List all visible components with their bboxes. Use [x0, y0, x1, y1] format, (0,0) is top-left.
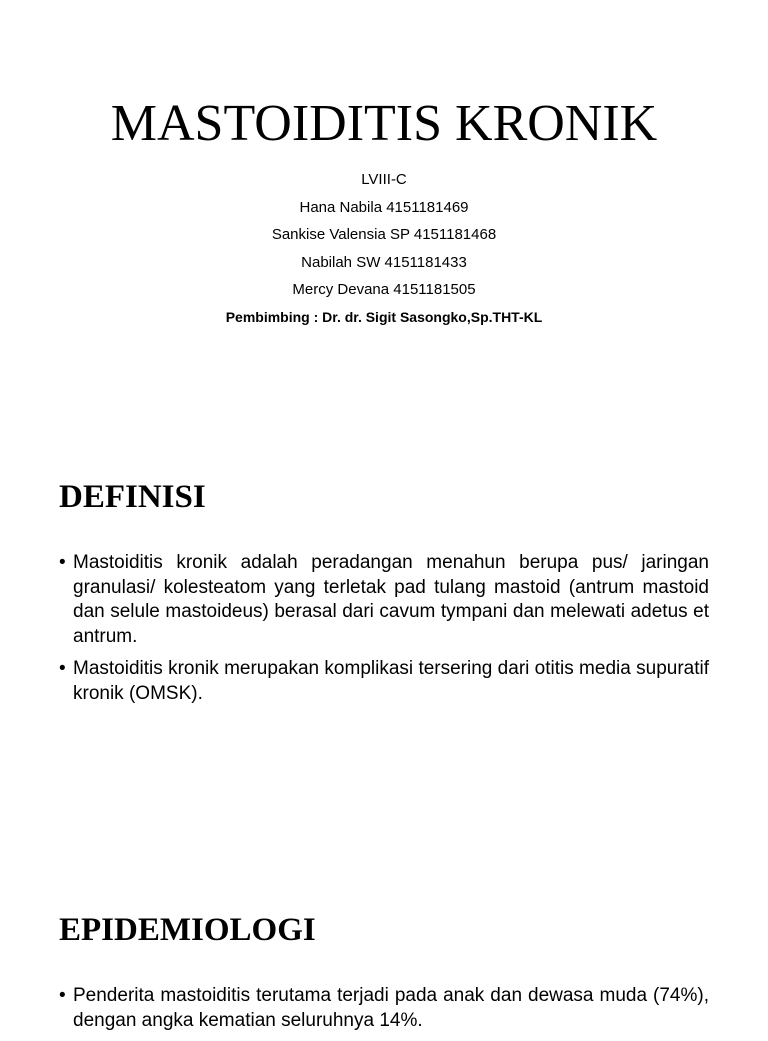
supervisor-label: Pembimbing : Dr. dr. Sigit Sasongko,Sp.THT-KL — [225, 308, 543, 325]
bullet-text: Penderita mastoiditis terutama terjadi pada anak dan dewasa muda (74%), dengan angka kematian seluruhnya 14%. — [73, 985, 709, 1031]
member-name: Mercy Devana 4151181505 — [292, 281, 476, 298]
member-name: Sankise Valensia SP 4151181468 — [271, 226, 497, 243]
bullet-item — [59, 984, 709, 1033]
group-label: LVIII-C — [361, 171, 407, 188]
title-slide — [0, 0, 768, 400]
section-heading: EPIDEMIOLOGI — [59, 912, 316, 948]
bullet-text: Mastoiditis kronik merupakan komplikasi tersering dari otitis media supuratif kronik (OMSK). — [73, 658, 709, 704]
bullet-icon: • — [59, 552, 66, 573]
bullet-text: Mastoiditis kronik adalah peradangan menahun berupa pus/ jaringan granulasi/ kolesteatom yang terletak pad tulang mastoid (antrum mastoid dan selule mastoideus) berasal dari cavum tympani dan melewati adetus et antrum. — [73, 552, 709, 647]
bullet-icon: • — [59, 658, 66, 679]
bullet-item — [59, 657, 709, 706]
section-heading: DEFINISI — [59, 479, 206, 515]
definisi-slide — [0, 452, 768, 872]
bullet-list — [59, 984, 709, 1041]
bullet-item — [59, 551, 709, 649]
author-block — [0, 166, 768, 331]
member-name: Hana Nabila 4151181469 — [299, 198, 469, 216]
member-name: Nabilah SW 4151181433 — [301, 253, 467, 271]
bullet-icon: • — [59, 985, 66, 1006]
epidemiologi-slide — [0, 890, 768, 1031]
presentation-title: MASTOIDITIS KRONIK — [110, 95, 658, 152]
bullet-list — [59, 551, 709, 714]
